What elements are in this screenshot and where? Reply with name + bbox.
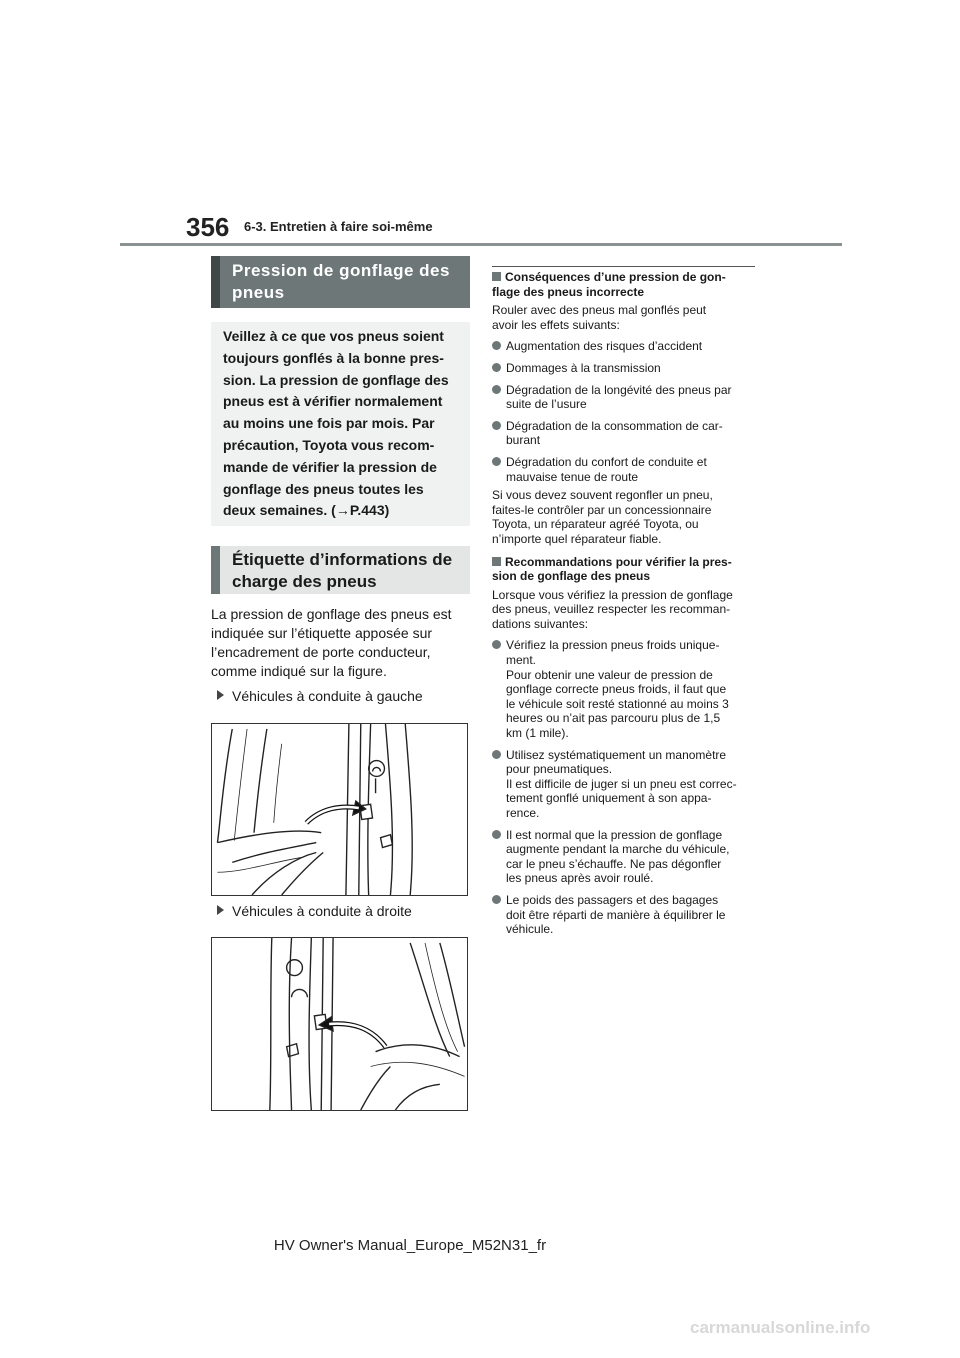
- list-item-line: Dommages à la transmission: [506, 360, 661, 375]
- circle-bullet-icon: [492, 457, 501, 466]
- paragraph-line: avoir les effets suivants:: [492, 317, 620, 332]
- list-item-line: car le pneu s’échauffe. Ne pas dégonfler: [506, 856, 722, 871]
- heading-incorrect-pressure: [492, 266, 755, 299]
- list-item-line: Pour obtenir une valeur de pression de: [506, 667, 713, 682]
- heading-line: sion de gonflage des pneus: [492, 569, 651, 584]
- paragraph-line: Rouler avec des pneus mal gonflés peut: [492, 303, 707, 318]
- list-item-line: Dégradation de la longévité des pneus par: [506, 382, 732, 397]
- circle-bullet-icon: [492, 830, 501, 839]
- header-rule: [120, 243, 842, 246]
- box2-title-line: Étiquette d’informations de: [232, 550, 453, 569]
- circle-bullet-icon: [492, 895, 501, 904]
- box1-body-line: toujours gonflés à la bonne pres-: [223, 349, 444, 366]
- list-item-line: ment.: [506, 653, 537, 668]
- spacer: [492, 547, 755, 555]
- list-item-line: pour pneumatiques.: [506, 762, 613, 777]
- subheading-text: Véhicules à conduite à droite: [232, 903, 412, 919]
- paragraph: [492, 303, 755, 332]
- heading-line: Recommandations pour vérifier la pres-: [505, 554, 732, 569]
- list-item-line: Il est difficile de juger si un pneu est correc-: [506, 776, 737, 791]
- list-item: [492, 455, 755, 484]
- list-item-line: véhicule.: [506, 922, 554, 937]
- heading-recommendations: [492, 555, 755, 584]
- section-title: 6-3. Entretien à faire soi-même: [244, 219, 433, 234]
- heading-line: flage des pneus incorrecte: [492, 284, 645, 299]
- heading-line: Conséquences d’une pression de gon-: [505, 270, 726, 284]
- circle-bullet-icon: [492, 640, 501, 649]
- figure-right-hand-drive: [211, 937, 468, 1111]
- subheading-left-hand-drive: [217, 688, 423, 704]
- circle-bullet-icon: [492, 363, 501, 372]
- triangle-bullet-icon: [217, 690, 224, 700]
- list-item-line: gonflage correcte pneus froids, il faut que: [506, 682, 727, 697]
- paragraph-line: La pression de gonflage des pneus est: [211, 606, 452, 622]
- box1-body-line: précaution, Toyota vous recom-: [223, 436, 435, 453]
- paragraph-line: l’encadrement de porte conducteur,: [211, 644, 431, 660]
- list-item: [492, 638, 755, 740]
- paragraph-line: n’importe quel réparateur fiable.: [492, 531, 662, 546]
- box-title-tire-pressure: [211, 256, 470, 308]
- list-item-line: rence.: [506, 806, 540, 820]
- list-item-line: Le poids des passagers et des bagages: [506, 892, 719, 907]
- box1-title-line: pneus: [232, 283, 285, 302]
- paragraph: [492, 488, 755, 546]
- circle-bullet-icon: [492, 421, 501, 430]
- circle-bullet-icon: [492, 385, 501, 394]
- list-item-line: Dégradation de la consommation de car-: [506, 418, 723, 433]
- box1-body-line: sion. La pression de gonflage des: [223, 371, 449, 388]
- list-item: [492, 383, 755, 412]
- list-item-line: heures ou n’ait pas parcouru plus de 1,5: [506, 711, 721, 726]
- box-title-tire-label: [211, 546, 470, 594]
- list-item-line: Il est normal que la pression de gonflage: [506, 827, 723, 842]
- list-item: [492, 893, 755, 937]
- list-item-line: tement gonflé uniquement à son appa-: [506, 791, 712, 806]
- footer-manual-id: [0, 1237, 960, 1254]
- box1-body-line: deux semaines. (→P.443): [223, 502, 390, 519]
- list-item: [492, 339, 755, 354]
- circle-bullet-icon: [492, 341, 501, 350]
- paragraph-line: indiquée sur l’étiquette apposée sur: [211, 625, 433, 641]
- box-body-tire-pressure: [211, 322, 470, 526]
- box1-body-line: au moins une fois par mois. Par: [223, 415, 435, 432]
- triangle-bullet-icon: [217, 905, 224, 915]
- paragraph-line: dations suivantes:: [492, 616, 589, 631]
- list-item: [492, 748, 755, 821]
- right-column: [492, 266, 755, 937]
- square-bullet-icon: [492, 272, 501, 281]
- box1-title-line: Pression de gonflage des: [232, 261, 450, 280]
- paragraph-line: des pneus, veuillez respecter les recomman-: [492, 602, 731, 617]
- figure-left-hand-drive: [211, 723, 468, 896]
- footer-text: HV Owner's Manual_Europe_M52N31_fr: [273, 1237, 547, 1254]
- label-location-paragraph: [211, 605, 469, 681]
- list-item-line: Dégradation du confort de conduite et: [506, 454, 707, 469]
- subheading-right-hand-drive: [217, 903, 412, 919]
- list-item-line: augmente pendant la marche du véhicule,: [506, 842, 730, 857]
- box1-body-line: pneus est à vérifier normalement: [223, 393, 443, 410]
- box1-body-line: mande de vérifier la pression de: [223, 458, 437, 475]
- list-item-line: burant: [506, 433, 541, 448]
- list-item-line: doit être réparti de manière à équilibrer le: [506, 907, 726, 922]
- paragraph-line: Toyota, un réparateur agréé Toyota, ou: [492, 517, 699, 532]
- square-bullet-icon: [492, 557, 501, 566]
- box2-title-line: charge des pneus: [232, 572, 377, 591]
- page-number: 356: [186, 212, 230, 242]
- list-item: [492, 828, 755, 886]
- paragraph-line: Lorsque vous vérifiez la pression de gonflage: [492, 587, 733, 602]
- paragraph-line: faites-le contrôler par un concessionnaire: [492, 502, 712, 517]
- list-item-line: les pneus après avoir roulé.: [506, 871, 654, 886]
- door-frame-illustration-lhd: [212, 724, 467, 895]
- watermark[interactable]: carmanualsonline.info: [690, 1318, 871, 1337]
- door-frame-illustration-rhd: [212, 938, 467, 1110]
- list-item-line: Utilisez systématiquement un manomètre: [506, 747, 727, 762]
- paragraph-line: Si vous devez souvent regonfler un pneu,: [492, 488, 713, 503]
- paragraph: [492, 588, 755, 632]
- list-item-line: Augmentation des risques d’accident: [506, 339, 703, 354]
- list-item-line: mauvaise tenue de route: [506, 469, 639, 484]
- list-item: [492, 361, 755, 376]
- box1-body-line: Veillez à ce que vos pneus soient: [223, 328, 444, 344]
- list-item-line: Vérifiez la pression pneus froids unique-: [506, 638, 720, 653]
- circle-bullet-icon: [492, 750, 501, 759]
- box1-body-line: gonflage des pneus toutes les: [223, 480, 424, 497]
- list-item-line: le véhicule soit resté stationné au moins 3: [506, 696, 729, 711]
- list-item: [492, 419, 755, 448]
- paragraph-line: comme indiqué sur la figure.: [211, 663, 387, 679]
- subheading-text: Véhicules à conduite à gauche: [232, 688, 423, 704]
- list-item-line: suite de l’usure: [506, 397, 587, 412]
- list-item-line: km (1 mile).: [506, 726, 569, 741]
